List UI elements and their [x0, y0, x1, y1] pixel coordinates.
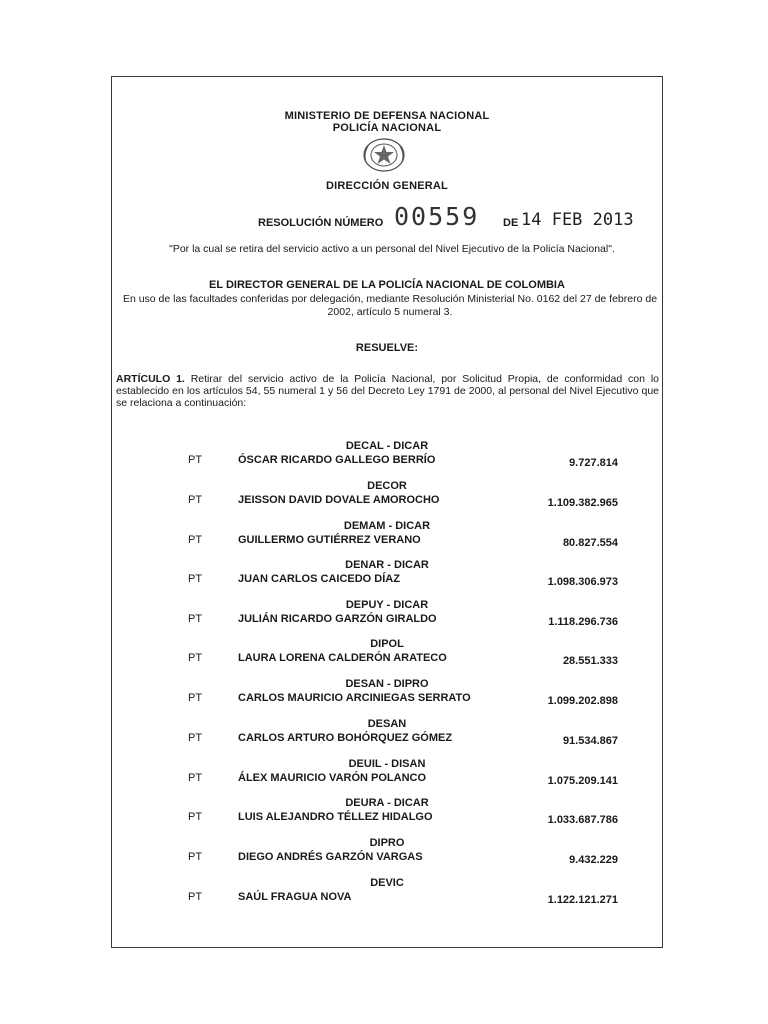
id-number: 80.827.554	[562, 537, 618, 549]
person-name: ÓSCAR RICARDO GALLEGO BERRÍO	[238, 454, 436, 466]
person-name: ÁLEX MAURICIO VARÓN POLANCO	[238, 772, 427, 784]
personnel-entry	[111, 678, 663, 712]
rank-label: PT	[188, 692, 203, 704]
unit-label: DENAR - DICAR	[345, 559, 429, 571]
resolution-label: RESOLUCIÓN NÚMERO	[258, 217, 384, 229]
rank-label: PT	[188, 534, 203, 546]
id-number: 1.118.296.736	[548, 616, 618, 628]
person-name: GUILLERMO GUTIÉRREZ VERANO	[238, 534, 421, 546]
id-number: 1.033.687.786	[547, 814, 618, 826]
resolution-line	[258, 202, 658, 236]
rank-label: PT	[188, 811, 203, 823]
person-name: LAURA LORENA CALDERÓN ARATECO	[238, 652, 447, 664]
id-number: 1.098.306.973	[547, 576, 618, 588]
unit-label: DEMAM - DICAR	[343, 520, 431, 532]
id-number: 1.109.382.965	[547, 497, 618, 509]
rank-label: PT	[188, 732, 203, 744]
unit-label: DEURA - DICAR	[345, 797, 429, 809]
unit-label: DEPUY - DICAR	[345, 599, 429, 611]
id-number: 1.122.121.271	[547, 894, 618, 906]
rank-label: PT	[188, 573, 203, 585]
unit-label: DIPOL	[370, 638, 404, 650]
unit-label: DIPRO	[369, 837, 405, 849]
direction-heading: DIRECCIÓN GENERAL	[326, 180, 448, 192]
id-number: 1.075.209.141	[547, 775, 618, 787]
id-number: 91.534.867	[562, 735, 618, 747]
rank-label: PT	[188, 613, 203, 625]
person-name: JEISSON DAVID DOVALE AMOROCHO	[238, 494, 440, 506]
rank-label: PT	[188, 891, 203, 903]
person-name: SAÚL FRAGUA NOVA	[238, 891, 352, 903]
resolution-de-label: DE	[503, 217, 519, 229]
ministry-heading: MINISTERIO DE DEFENSA NACIONAL	[284, 110, 490, 122]
police-seal-icon	[361, 134, 407, 174]
person-name: JULIÁN RICARDO GARZÓN GIRALDO	[238, 613, 437, 625]
personnel-entry	[111, 559, 663, 593]
person-name: CARLOS ARTURO BOHÓRQUEZ GÓMEZ	[238, 732, 453, 744]
id-number: 9.727.814	[569, 457, 618, 469]
resuelve-heading: RESUELVE:	[355, 342, 419, 354]
personnel-entry	[111, 758, 663, 792]
resolution-number: 00559	[394, 202, 480, 231]
rank-label: PT	[188, 851, 203, 863]
article-title: ARTÍCULO 1.	[116, 373, 185, 385]
rank-label: PT	[188, 772, 203, 784]
person-name: JUAN CARLOS CAICEDO DÍAZ	[238, 573, 400, 585]
personnel-entry	[111, 599, 663, 633]
personnel-entry	[111, 638, 663, 672]
personnel-entry	[111, 440, 663, 474]
personnel-entry	[111, 718, 663, 752]
rank-label: PT	[188, 454, 203, 466]
personnel-entry	[111, 877, 663, 911]
resolution-subject: "Por la cual se retira del servicio activo a un personal del Nivel Ejecutivo de la Policía Nacional".	[169, 243, 615, 255]
mandate-text: En uso de las facultades conferidas por delegación, mediante Resolución Ministerial No. 0162 del 27 de febrero de 2002, artículo 5 numeral 3.	[122, 293, 658, 318]
person-name: CARLOS MAURICIO ARCINIEGAS SERRATO	[238, 692, 471, 704]
unit-label: DESAN	[367, 718, 407, 730]
id-number: 1.099.202.898	[547, 695, 618, 707]
personnel-entry	[111, 837, 663, 871]
person-name: DIEGO ANDRÉS GARZÓN VARGAS	[238, 851, 423, 863]
unit-label: DEVIC	[370, 877, 404, 889]
personnel-entry	[111, 797, 663, 831]
personnel-entry	[111, 480, 663, 514]
article-1	[116, 373, 659, 409]
unit-label: DEUIL - DISAN	[348, 758, 426, 770]
rank-label: PT	[188, 652, 203, 664]
id-number: 9.432.229	[569, 854, 618, 866]
unit-label: DECAL - DICAR	[345, 440, 429, 452]
article-text: Retirar del servicio activo de la Policía Nacional, por Solicitud Propia, de conformidad con lo establecido en los artículos 54, 55 numeral 1 y 56 del Decreto Ley 1791 de 2000, al personal del Nivel Ejecutivo que se relaciona a continuación:	[116, 373, 660, 409]
unit-label: DECOR	[367, 480, 407, 492]
person-name: LUIS ALEJANDRO TÉLLEZ HIDALGO	[238, 811, 433, 823]
id-number: 28.551.333	[562, 655, 618, 667]
police-heading: POLICÍA NACIONAL	[332, 122, 442, 134]
personnel-entry	[111, 520, 663, 554]
director-heading: EL DIRECTOR GENERAL DE LA POLICÍA NACIONAL DE COLOMBIA	[209, 279, 565, 291]
rank-label: PT	[188, 494, 203, 506]
unit-label: DESAN - DIPRO	[345, 678, 429, 690]
resolution-date: 14 FEB 2013	[521, 210, 634, 230]
